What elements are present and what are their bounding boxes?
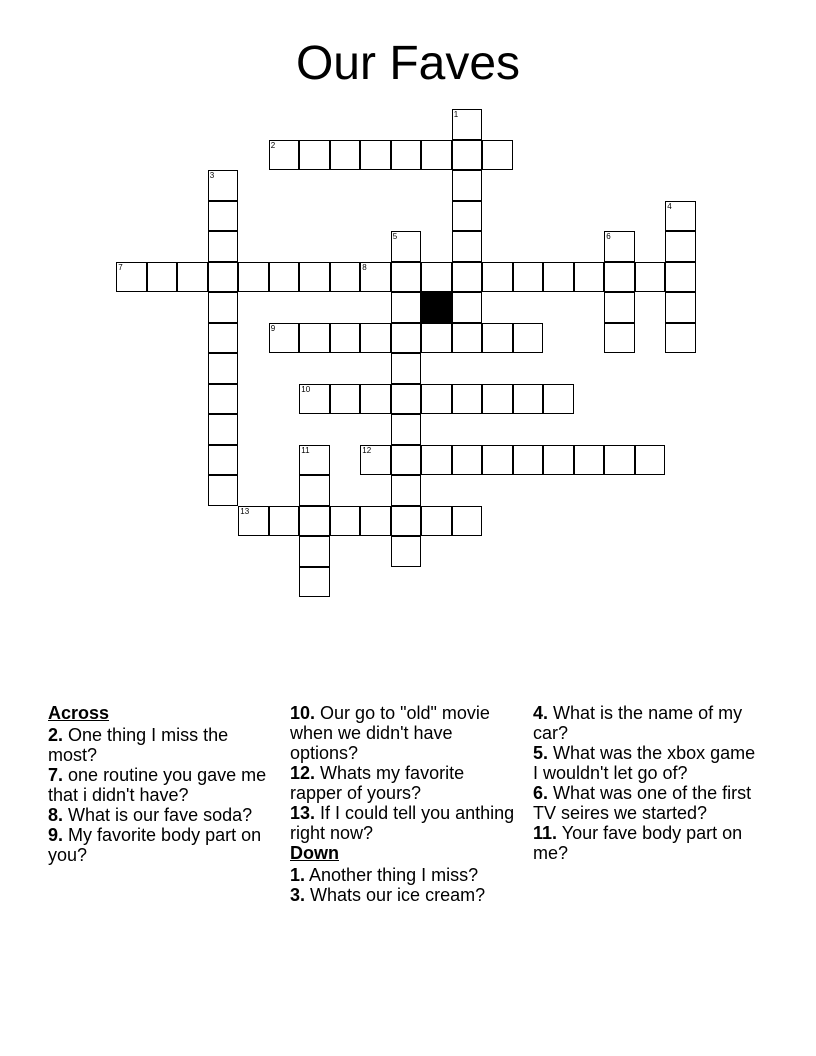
grid-cell[interactable] xyxy=(360,506,391,537)
clue-number: 9 xyxy=(270,323,276,333)
grid-cell[interactable] xyxy=(452,384,483,415)
across-heading: Across xyxy=(48,703,110,723)
grid-cell[interactable] xyxy=(482,140,513,171)
clues-column-2 xyxy=(290,703,515,905)
grid-cell[interactable] xyxy=(604,292,635,323)
grid-cell[interactable] xyxy=(269,506,300,537)
grid-cell[interactable] xyxy=(482,384,513,415)
clue-number: 2 xyxy=(270,140,276,150)
clue-number: 12 xyxy=(362,445,372,455)
grid-cell[interactable] xyxy=(208,323,239,354)
grid-cell[interactable] xyxy=(421,445,452,476)
clue-down-5: 5. What was the xbox game I wouldn't let go of? xyxy=(533,743,756,783)
grid-cell[interactable] xyxy=(360,445,391,476)
clue-down-3: 3. Whats our ice cream? xyxy=(290,885,486,905)
grid-cell[interactable] xyxy=(452,201,483,232)
grid-cell[interactable] xyxy=(452,445,483,476)
grid-cell[interactable] xyxy=(421,140,452,171)
grid-cell[interactable] xyxy=(177,262,208,293)
clue-number: 8 xyxy=(362,262,367,272)
clue-across-8: 8. What is our fave soda? xyxy=(48,805,253,825)
grid-cell[interactable] xyxy=(208,231,239,262)
grid-cell[interactable] xyxy=(452,140,483,171)
clue-number: 1 xyxy=(453,110,459,120)
grid-cell[interactable] xyxy=(543,384,574,415)
grid-cell[interactable] xyxy=(269,140,300,171)
grid-cell[interactable] xyxy=(208,353,239,384)
grid-cell[interactable] xyxy=(391,536,422,567)
grid-cell[interactable] xyxy=(513,262,544,293)
grid-cell[interactable] xyxy=(208,201,239,232)
grid-cell[interactable] xyxy=(421,506,452,537)
grid-cell[interactable] xyxy=(238,262,269,293)
grid-cell[interactable] xyxy=(482,445,513,476)
grid-cell[interactable] xyxy=(360,262,391,293)
grid-cell[interactable] xyxy=(299,262,330,293)
clue-down-1: 1. Another thing I miss? xyxy=(290,865,479,885)
grid-cell[interactable] xyxy=(604,323,635,354)
grid-cell[interactable] xyxy=(452,323,483,354)
grid-cell[interactable] xyxy=(482,262,513,293)
grid-cell[interactable] xyxy=(330,323,361,354)
grid-cell[interactable] xyxy=(391,140,422,171)
grid-cell[interactable] xyxy=(299,323,330,354)
grid-cell[interactable] xyxy=(391,353,422,384)
down-heading: Down xyxy=(290,843,339,863)
grid-cell[interactable] xyxy=(482,323,513,354)
clue-number: 7 xyxy=(118,262,123,272)
grid-cell[interactable] xyxy=(574,445,605,476)
grid-cell[interactable] xyxy=(391,292,422,323)
grid-cell[interactable] xyxy=(543,445,574,476)
grid-cell[interactable] xyxy=(208,384,239,415)
grid-cell[interactable] xyxy=(330,140,361,171)
grid-cell[interactable] xyxy=(452,506,483,537)
grid-cell[interactable] xyxy=(208,475,239,506)
clue-number: 4 xyxy=(667,201,672,211)
clues-column-3 xyxy=(533,703,758,863)
grid-cell[interactable] xyxy=(391,506,422,537)
clue-number: 5 xyxy=(392,232,398,242)
grid-cell[interactable] xyxy=(208,292,239,323)
grid-cell[interactable] xyxy=(360,384,391,415)
grid-cell[interactable] xyxy=(208,262,239,293)
grid-cell[interactable] xyxy=(330,262,361,293)
grid-cell[interactable] xyxy=(421,384,452,415)
grid-cell[interactable] xyxy=(299,536,330,567)
grid-cell[interactable] xyxy=(665,231,696,262)
grid-cell[interactable] xyxy=(330,384,361,415)
grid-cell[interactable] xyxy=(452,262,483,293)
grid-cell[interactable] xyxy=(360,323,391,354)
grid-cell[interactable] xyxy=(299,475,330,506)
clue-down-6: 6. What was one of the first TV seires we started? xyxy=(533,783,752,823)
grid-cell[interactable] xyxy=(360,140,391,171)
grid-cell[interactable] xyxy=(452,292,483,323)
grid-cell[interactable] xyxy=(421,262,452,293)
grid-cell[interactable] xyxy=(604,445,635,476)
grid-cell[interactable] xyxy=(391,231,422,262)
grid-cell[interactable] xyxy=(635,445,666,476)
clue-number: 13 xyxy=(240,506,250,516)
grid-cell[interactable] xyxy=(208,445,239,476)
grid-cell[interactable] xyxy=(665,262,696,293)
grid-cell[interactable] xyxy=(391,414,422,445)
clue-across-13: 13. If I could tell you anthing right now? xyxy=(290,803,515,843)
grid-cell[interactable] xyxy=(452,109,483,140)
grid-cell[interactable] xyxy=(421,323,452,354)
grid-cell[interactable] xyxy=(147,262,178,293)
clues-column-1 xyxy=(48,703,273,865)
grid-cell[interactable] xyxy=(116,262,147,293)
grid-cell[interactable] xyxy=(269,323,300,354)
clue-across-10: 10. Our go to "old" movie when we didn't have options? xyxy=(290,703,490,763)
clue-number: 3 xyxy=(209,171,215,181)
clue-down-4: 4. What is the name of my car? xyxy=(533,703,743,743)
grid-cell[interactable] xyxy=(269,262,300,293)
clue-number: 10 xyxy=(301,384,311,394)
grid-cell[interactable] xyxy=(208,414,239,445)
grid-cell[interactable] xyxy=(513,384,544,415)
grid-cell[interactable] xyxy=(513,445,544,476)
clue-across-7: 7. one routine you gave me that i didn't have? xyxy=(48,765,267,805)
clue-across-9: 9. My favorite body part on you? xyxy=(48,825,262,865)
grid-cell[interactable] xyxy=(299,384,330,415)
grid-cell[interactable] xyxy=(604,231,635,262)
clue-across-2: 2. One thing I miss the most? xyxy=(48,725,229,765)
grid-cell[interactable] xyxy=(208,170,239,201)
grid-cell[interactable] xyxy=(330,506,361,537)
grid-cell[interactable] xyxy=(452,231,483,262)
grid-cell[interactable] xyxy=(391,384,422,415)
clue-number: 6 xyxy=(606,232,611,242)
grid-cell[interactable] xyxy=(513,323,544,354)
grid-cell[interactable] xyxy=(391,262,422,293)
clue-down-11: 11. Your fave body part on me? xyxy=(533,823,743,863)
clue-across-12: 12. Whats my favorite rapper of yours? xyxy=(290,763,465,803)
grid-cell[interactable] xyxy=(543,262,574,293)
clue-number: 11 xyxy=(301,445,310,455)
grid-cell[interactable] xyxy=(665,323,696,354)
black-cell xyxy=(421,292,452,323)
grid-cell[interactable] xyxy=(665,292,696,323)
grid-cell[interactable] xyxy=(574,262,605,293)
grid-cell[interactable] xyxy=(238,506,269,537)
page-title: Our Faves xyxy=(295,37,521,90)
grid-cell[interactable] xyxy=(299,506,330,537)
grid-cell[interactable] xyxy=(391,445,422,476)
grid-cell[interactable] xyxy=(604,262,635,293)
grid-cell[interactable] xyxy=(299,140,330,171)
grid-cell[interactable] xyxy=(391,323,422,354)
grid-cell[interactable] xyxy=(452,170,483,201)
grid-cell[interactable] xyxy=(391,475,422,506)
grid-cell[interactable] xyxy=(299,445,330,476)
grid-cell[interactable] xyxy=(665,201,696,232)
grid-cell[interactable] xyxy=(635,262,666,293)
grid-cell[interactable] xyxy=(299,567,330,598)
